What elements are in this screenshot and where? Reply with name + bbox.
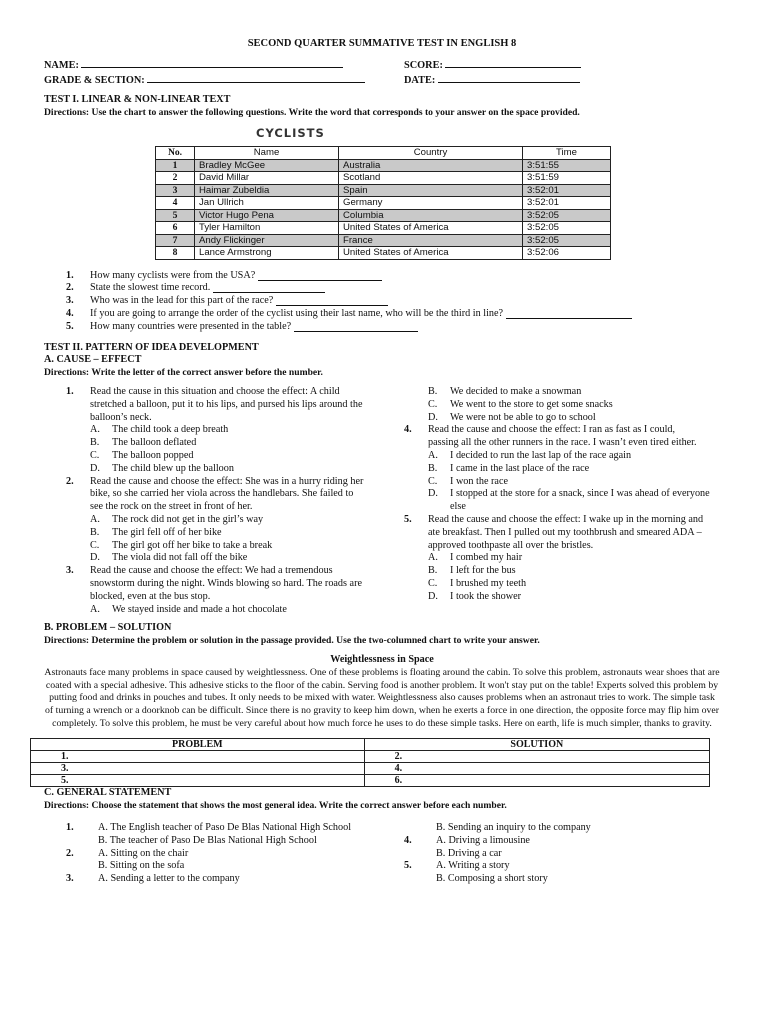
answer-option (382, 565, 720, 578)
cause-effect-item (382, 424, 720, 450)
table-row (156, 159, 611, 172)
question-item (66, 321, 720, 334)
answer-blank[interactable] (294, 321, 418, 332)
cell-country: France (339, 234, 523, 247)
col-time: Time (523, 147, 611, 160)
test2-heading: TEST II. PATTERN OF IDEA DEVELOPMENT (44, 341, 259, 353)
item-number: 3. (66, 565, 74, 577)
general-statement-directions: Directions: Choose the statement that shows the most general idea. Write the correct answer before each number. (44, 800, 507, 812)
general-statement-left-column (44, 822, 382, 886)
option-letter: A. (428, 552, 438, 564)
chart-title: CYCLISTS (256, 126, 325, 141)
question-item (66, 295, 720, 308)
test1-questions (66, 270, 720, 334)
table-row (156, 234, 611, 247)
option-text: We stayed inside and made a hot chocolate (112, 603, 287, 615)
item-number: 4. (404, 834, 412, 846)
question-text: How many cyclists were from the USA? (90, 269, 256, 281)
table-row (31, 763, 710, 775)
statement-text: A. Sending a letter to the company (98, 873, 240, 885)
problem-solution-directions: Directions: Determine the problem or solution in the passage provided. Use the two-columned chart to write your answer. (44, 635, 540, 647)
cause-effect-heading: A. CAUSE – EFFECT (44, 354, 142, 366)
table-row (31, 751, 710, 763)
option-letter: C. (90, 450, 100, 462)
question-text: State the slowest time record. (90, 282, 211, 294)
cell-name: Lance Armstrong (195, 247, 339, 260)
item-number: 1. (66, 386, 74, 398)
option-text: I came in the last place of the race (450, 462, 590, 474)
item-text: Read the cause and choose the effect: She was in a hurry riding her bike, so she carried her viola across the handlebars. She failed to see the rock on the street in front of her. (90, 475, 364, 513)
cause-effect-columns (44, 386, 720, 616)
item-number (382, 822, 428, 835)
date-field[interactable] (438, 72, 580, 83)
answer-option (44, 463, 382, 476)
item-number: 2. (66, 847, 74, 859)
cause-effect-left-column (44, 386, 382, 616)
cell-name: Bradley McGee (195, 159, 339, 172)
cell-time: 3:52:05 (523, 222, 611, 235)
cell-country: Scotland (339, 172, 523, 185)
cell-name: David Millar (195, 172, 339, 185)
option-letter: D. (90, 462, 100, 474)
general-statement-line (382, 873, 720, 886)
answer-option (382, 488, 720, 514)
table-row (156, 209, 611, 222)
answer-option (44, 450, 382, 463)
cell-no: 5 (156, 209, 195, 222)
problem-cell[interactable]: 1. (31, 751, 365, 763)
option-text: I stopped at the store for a snack, since I was ahead of everyone else (450, 488, 710, 513)
item-text: Read the cause and choose the effect: I wake up in the morning and ate breakfast. Then I pulled out my toothbrush and smeared ADA – approved toothpaste all over the bristles. (428, 514, 704, 551)
cell-time: 3:52:05 (523, 234, 611, 247)
problem-solution-table (30, 738, 710, 787)
general-statement-line (382, 835, 720, 848)
option-letter: C. (428, 398, 438, 410)
answer-option (382, 463, 720, 476)
option-text: We decided to make a snowman (450, 386, 582, 398)
answer-blank[interactable] (276, 295, 388, 306)
student-info-row-1 (44, 57, 720, 72)
ps-header-row (31, 739, 710, 751)
cell-no: 4 (156, 197, 195, 210)
option-text: I won the race (450, 475, 508, 487)
date-label: DATE: (404, 74, 436, 86)
question-number: 4. (66, 308, 74, 320)
passage-text: Astronauts face many problems in space caused by weightlessness. One of these problems is floating around the cabin. To solve this problem, astronauts wear shoes that are coated with a special adhesive. This adhesive sticks to the floor of the cabin. Serving food is another problem. It won't stay put on the table! Experts solved this problem by putting food and drinks in pouches and tubes. It only needs to be mixed with water. Weightlessness also causes problems when an astronaut tries to work. The simple task of turning a wrench or a doorknob can be difficult. Since there is no gravity to keep him down, when he exerts a force in one direction, the opposite force may flip him over completely. To solve this problem, he must be very careful about how much force he uses to do these simple tasks. Here on earth, life is much simpler, thanks to gravity. (44, 666, 720, 729)
answer-option (44, 527, 382, 540)
col-no: No. (156, 147, 195, 160)
grade-section-field[interactable] (147, 72, 365, 83)
option-text: I took the shower (450, 590, 522, 602)
cause-effect-directions: Directions: Write the letter of the correct answer before the number. (44, 367, 323, 379)
option-text: The child blew up the balloon (112, 462, 234, 474)
statement-text: B. Driving a car (436, 847, 502, 859)
general-statement-line (44, 848, 382, 861)
option-letter: D. (428, 411, 438, 423)
item-text: Read the cause and choose the effect: We had a tremendous snowstorm during the night. Winds blowing so hard. The roads are blocked, even at the bus stop. (90, 565, 362, 602)
statement-text: B. Composing a short story (436, 873, 548, 885)
passage-title: Weightlessness in Space (330, 654, 434, 665)
option-letter: C. (90, 539, 100, 551)
cell-name: Haimar Zubeldia (195, 184, 339, 197)
item-number (44, 835, 90, 848)
table-row (31, 775, 710, 787)
answer-option (44, 437, 382, 450)
item-number: 4. (404, 424, 412, 436)
score-label: SCORE: (404, 59, 443, 71)
problem-solution-heading: B. PROBLEM – SOLUTION (44, 622, 172, 634)
question-number: 3. (66, 295, 74, 307)
item-number (382, 873, 428, 886)
cell-country: United States of America (339, 247, 523, 260)
answer-blank[interactable] (506, 308, 632, 319)
statement-text: A. Driving a limousine (436, 834, 530, 846)
option-letter: A. (428, 450, 438, 462)
table-row (156, 197, 611, 210)
general-statement-line (44, 860, 382, 873)
statement-text: B. Sitting on the sofa (98, 860, 185, 872)
option-letter: D. (428, 590, 438, 602)
statement-text: B. The teacher of Paso De Blas National High School (98, 834, 317, 846)
answer-option (382, 591, 720, 604)
answer-blank[interactable] (258, 270, 382, 281)
answer-option (382, 399, 720, 412)
cell-name: Andy Flickinger (195, 234, 339, 247)
cell-no: 7 (156, 234, 195, 247)
item-number: 2. (66, 475, 74, 487)
general-statement-line (44, 835, 382, 848)
general-statement-line (382, 848, 720, 861)
cause-effect-item (44, 476, 382, 514)
solution-cell[interactable]: 6. (364, 775, 709, 787)
option-letter: B. (428, 386, 438, 398)
option-text: The child took a deep breath (112, 424, 229, 436)
cell-time: 3:52:01 (523, 184, 611, 197)
question-number: 5. (66, 320, 74, 332)
cyclists-table (155, 146, 611, 260)
option-text: We went to the store to get some snacks (450, 398, 613, 410)
answer-option (44, 424, 382, 437)
statement-text: A. Writing a story (436, 860, 510, 872)
problem-header: PROBLEM (31, 739, 365, 751)
cell-time: 3:51:55 (523, 159, 611, 172)
cell-country: Australia (339, 159, 523, 172)
test-page (44, 38, 720, 886)
name-field[interactable] (81, 57, 343, 68)
option-letter: B. (428, 462, 438, 474)
option-text: I combed my hair (450, 552, 523, 564)
statement-text: A. The English teacher of Paso De Blas National High School (98, 821, 352, 833)
cell-country: Columbia (339, 209, 523, 222)
statement-text: A. Sitting on the chair (98, 847, 189, 859)
grade-section-label: GRADE & SECTION: (44, 74, 145, 86)
option-text: The balloon deflated (112, 437, 197, 449)
option-letter: C. (428, 475, 438, 487)
option-letter: A. (90, 603, 100, 615)
cell-no: 1 (156, 159, 195, 172)
table-header-row (156, 147, 611, 160)
item-number: 5. (404, 514, 412, 526)
statement-text: B. Sending an inquiry to the company (436, 821, 591, 833)
item-number: 3. (66, 873, 74, 885)
option-letter: A. (90, 514, 100, 526)
option-text: We were not be able to go to school (450, 411, 596, 423)
answer-option (382, 412, 720, 425)
answer-option (44, 514, 382, 527)
option-text: I decided to run the last lap of the race again (450, 450, 632, 462)
item-number: 1. (66, 821, 74, 833)
cell-country: Germany (339, 197, 523, 210)
option-letter: C. (428, 578, 438, 590)
cell-no: 2 (156, 172, 195, 185)
cause-effect-item (44, 386, 382, 424)
test1-directions: Directions: Use the chart to answer the following questions. Write the word that corresponds to your answer on the space provided. (44, 106, 580, 118)
answer-option (44, 540, 382, 553)
general-statement-heading: C. GENERAL STATEMENT (44, 787, 172, 799)
cell-country: United States of America (339, 222, 523, 235)
answer-blank[interactable] (213, 282, 325, 293)
option-letter: A. (90, 424, 100, 436)
general-statement-line (382, 822, 720, 835)
option-text: The balloon popped (112, 450, 194, 462)
cell-time: 3:52:05 (523, 209, 611, 222)
test-title: SECOND QUARTER SUMMATIVE TEST IN ENGLISH 8 (247, 38, 517, 49)
table-row (156, 222, 611, 235)
cell-time: 3:51:59 (523, 172, 611, 185)
problem-cell[interactable]: 3. (31, 763, 365, 775)
table-row (156, 172, 611, 185)
cell-no: 3 (156, 184, 195, 197)
cell-time: 3:52:06 (523, 247, 611, 260)
answer-option (382, 578, 720, 591)
question-item (66, 270, 720, 283)
cell-name: Tyler Hamilton (195, 222, 339, 235)
option-letter: D. (90, 552, 100, 564)
question-text: If you are going to arrange the order of the cyclist using their last name, who will be the third in line? (90, 308, 504, 320)
answer-option (382, 476, 720, 489)
item-text: Read the cause in this situation and choose the effect: A child stretched a balloon, put it to his lips, and pursed his lips around the balloon’s neck. (90, 386, 363, 423)
item-number: 5. (404, 860, 412, 872)
general-statement-line (382, 860, 720, 873)
answer-option (382, 386, 720, 399)
col-country: Country (339, 147, 523, 160)
answer-option (382, 450, 720, 463)
question-text: Who was in the lead for this part of the race? (90, 295, 274, 307)
cause-effect-item (44, 565, 382, 603)
option-text: The viola did not fall off the bike (112, 552, 248, 564)
cell-no: 8 (156, 247, 195, 260)
problem-cell[interactable]: 5. (31, 775, 365, 787)
question-text: How many countries were presented in the table? (90, 320, 292, 332)
item-text: Read the cause and choose the effect: I ran as fast as I could, passing all the other runners in the race. I wasn’t even tired either. (428, 424, 697, 449)
cell-name: Jan Ullrich (195, 197, 339, 210)
option-letter: B. (90, 437, 100, 449)
question-number: 2. (66, 282, 74, 294)
option-letter: D. (428, 488, 438, 500)
option-letter: B. (90, 526, 100, 538)
item-number (382, 848, 428, 861)
item-number (44, 860, 90, 873)
cell-time: 3:52:01 (523, 197, 611, 210)
general-statement-columns (44, 822, 720, 886)
option-letter: B. (428, 565, 438, 577)
answer-option (44, 604, 382, 617)
option-text: The girl fell off of her bike (112, 526, 222, 538)
cell-no: 6 (156, 222, 195, 235)
option-text: The girl got off her bike to take a break (112, 539, 273, 551)
cell-name: Victor Hugo Pena (195, 209, 339, 222)
general-statement-right-column (382, 822, 720, 886)
cell-country: Spain (339, 184, 523, 197)
name-label: NAME: (44, 59, 79, 71)
solution-cell[interactable]: 2. (364, 751, 709, 763)
test1-heading: TEST I. LINEAR & NON-LINEAR TEXT (44, 93, 231, 105)
question-number: 1. (66, 269, 74, 281)
table-row (156, 184, 611, 197)
general-statement-line (44, 822, 382, 835)
solution-header: SOLUTION (364, 739, 709, 751)
solution-cell[interactable]: 4. (364, 763, 709, 775)
table-row (156, 247, 611, 260)
answer-option (44, 552, 382, 565)
option-text: The rock did not get in the girl’s way (112, 514, 264, 526)
question-item (66, 308, 720, 321)
general-statement-line (44, 873, 382, 886)
student-info-row-2 (44, 72, 720, 87)
col-name: Name (195, 147, 339, 160)
question-item (66, 282, 720, 295)
option-text: I left for the bus (450, 565, 516, 577)
cause-effect-right-column (382, 386, 720, 616)
answer-option (382, 552, 720, 565)
score-field[interactable] (445, 57, 581, 68)
option-text: I brushed my teeth (450, 578, 527, 590)
cause-effect-item (382, 514, 720, 552)
